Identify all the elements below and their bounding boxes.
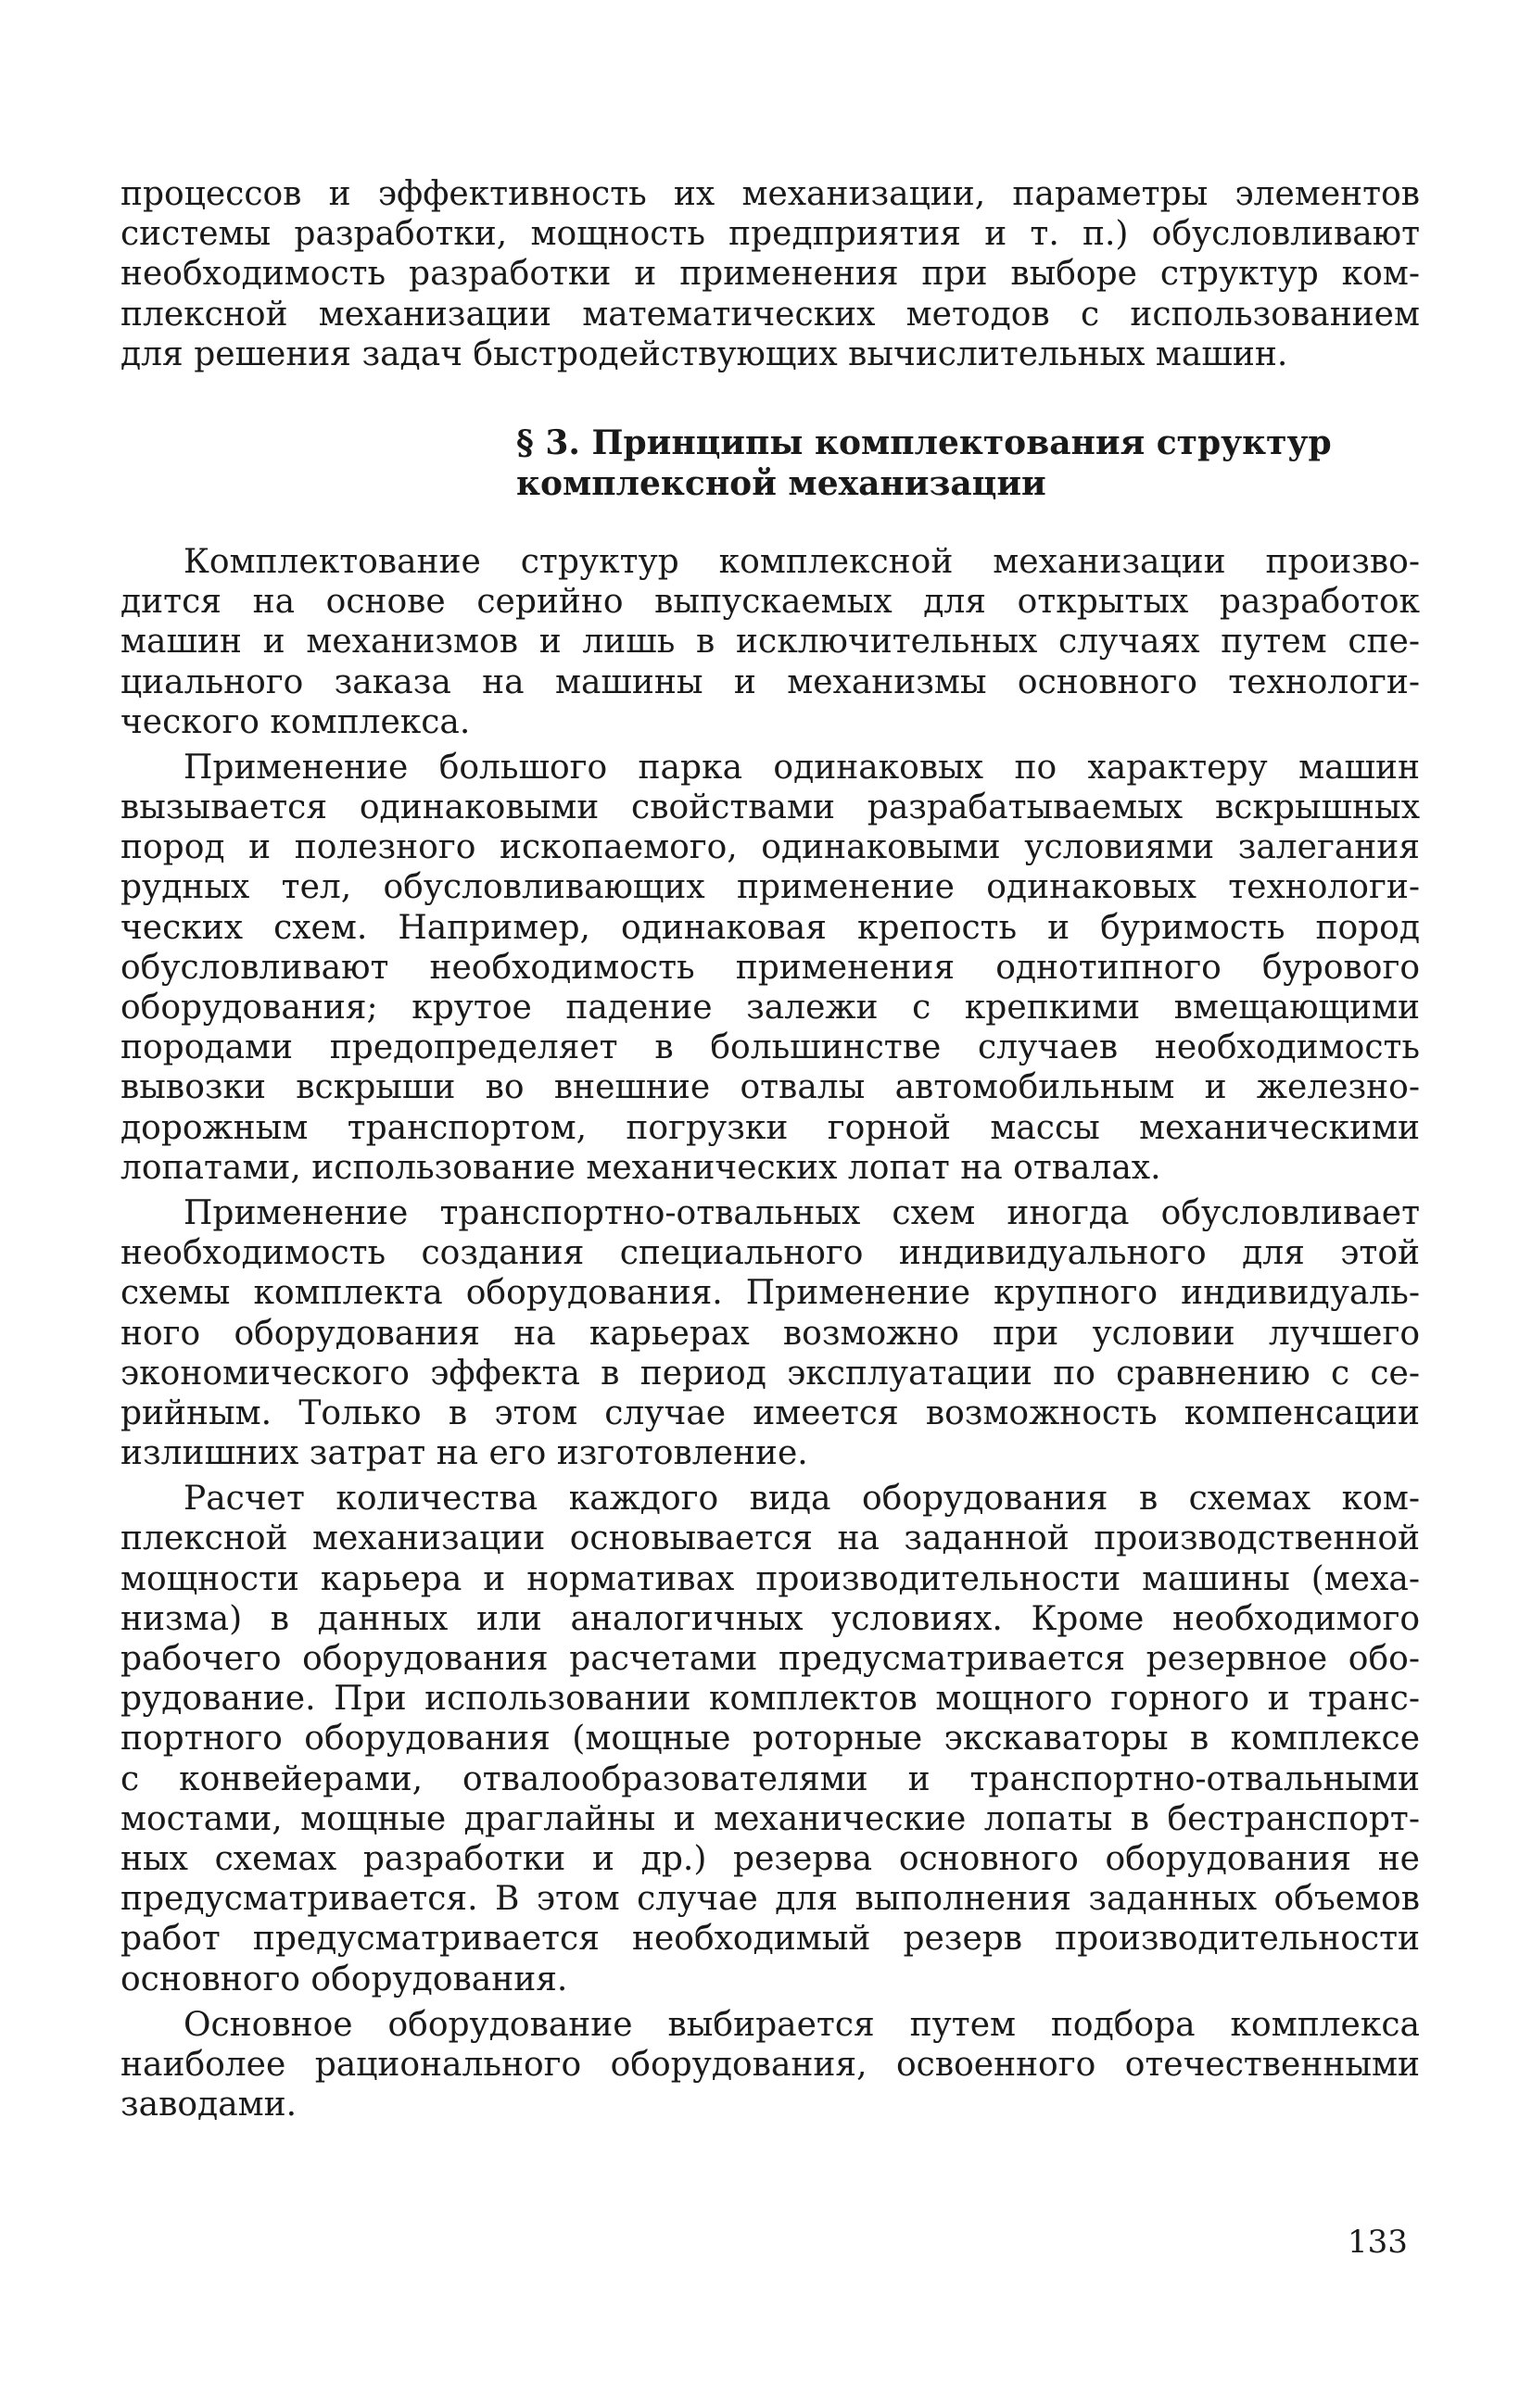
text-line: системы разработки, мощность предприятия и т. п.) обусловливают bbox=[120, 215, 1420, 254]
text-line: рудование. При использовании комплектов мощного горного и транс- bbox=[120, 1680, 1420, 1719]
text-line: заводами. bbox=[120, 2086, 298, 2124]
text-line: рабочего оборудования расчетами предусматривается резервное обо- bbox=[120, 1640, 1420, 1678]
section-title-line-1: § 3. Принципы комплектования структур bbox=[516, 422, 1332, 462]
text-line: низма) в данных или аналогичных условиях. Кроме необходимого bbox=[120, 1599, 1420, 1638]
text-line: необходимость создания специального индивидуального для этой bbox=[120, 1234, 1420, 1273]
paragraph-1 bbox=[120, 542, 1420, 742]
text-line: пород и полезного ископаемого, одинаковыми условиями залегания bbox=[120, 828, 1420, 867]
text-line: дится на основе серийно выпускаемых для открытых разработок bbox=[120, 583, 1420, 622]
text-line: Применение транспортно-отвальных схем иногда обусловливает bbox=[184, 1193, 1420, 1232]
text-line: ческих схем. Например, одинаковая крепость и буримость пород bbox=[120, 908, 1420, 947]
section-title-line-2: комплексной механизации bbox=[516, 463, 1046, 503]
text-line: ных схемах разработки и др.) резерва основного оборудования не bbox=[120, 1839, 1420, 1878]
text-line: необходимость разработки и применения при выборе структур ком- bbox=[120, 255, 1420, 294]
text-line: экономического эффекта в период эксплуатации по сравнению с се- bbox=[120, 1354, 1420, 1393]
text-line: машин и механизмов и лишь в исключительных случаях путем спе- bbox=[120, 623, 1420, 662]
text-line: рудных тел, обусловливающих применение одинаковых технологи- bbox=[120, 868, 1420, 907]
text-line: плексной механизации основывается на заданной производственной bbox=[120, 1519, 1420, 1558]
text-line: мощности карьера и нормативах производительности машины (меха- bbox=[120, 1559, 1420, 1598]
section-heading bbox=[516, 422, 1420, 504]
text-line: схемы комплекта оборудования. Применение крупного индивидуаль- bbox=[120, 1274, 1420, 1313]
text-line: Применение большого парка одинаковых по характеру машин bbox=[184, 748, 1420, 787]
text-line: дорожным транспортом, погрузки горной массы механическими bbox=[120, 1108, 1420, 1147]
text-line: излишних затрат на его изготовление. bbox=[120, 1434, 808, 1473]
page-number: 133 bbox=[1348, 2224, 1408, 2261]
text-line: ного оборудования на карьерах возможно при условии лучшего bbox=[120, 1314, 1420, 1353]
text-line: лопатами, использование механических лопат на отвалах. bbox=[120, 1148, 1161, 1187]
text-line: предусматривается. В этом случае для выполнения заданных объемов bbox=[120, 1880, 1420, 1919]
text-line: наиболее рационального оборудования, освоенного отечественными bbox=[120, 2045, 1420, 2084]
text-line: обусловливают необходимость применения однотипного бурового bbox=[120, 948, 1420, 987]
text-line: плексной механизации математических методов с использованием bbox=[120, 295, 1420, 334]
intro-paragraph bbox=[120, 174, 1420, 374]
text-line: Комплектование структур комплексной механизации произво- bbox=[184, 542, 1420, 581]
text-line: циального заказа на машины и механизмы основного технологи- bbox=[120, 662, 1420, 701]
text-line: основного оборудования. bbox=[120, 1960, 568, 1998]
text-line: оборудования; крутое падение залежи с крепкими вмещающими bbox=[120, 989, 1420, 1027]
text-line: работ предусматривается необходимый резерв производительности bbox=[120, 1920, 1420, 1959]
text-line: рийным. Только в этом случае имеется возможность компенсации bbox=[120, 1393, 1420, 1432]
paragraph-2 bbox=[120, 748, 1420, 1188]
text-line: для решения задач быстродействующих вычислительных машин. bbox=[120, 334, 1288, 373]
document-page bbox=[120, 174, 1420, 2130]
text-line: процессов и эффективность их механизации, параметры элементов bbox=[120, 175, 1420, 213]
text-line: вызывается одинаковыми свойствами разрабатываемых вскрышных bbox=[120, 788, 1420, 827]
text-line: мостами, мощные драглайны и механические лопаты в бестранспорт- bbox=[120, 1799, 1420, 1838]
text-line: Расчет количества каждого вида оборудования в схемах ком- bbox=[184, 1480, 1420, 1519]
text-line: породами предопределяет в большинстве случаев необходимость bbox=[120, 1028, 1420, 1067]
paragraph-5 bbox=[120, 2005, 1420, 2125]
text-line: ческого комплекса. bbox=[120, 702, 471, 741]
paragraph-3 bbox=[120, 1193, 1420, 1473]
text-line: вывозки вскрыши во внешние отвалы автомобильным и железно- bbox=[120, 1068, 1420, 1107]
text-line: Основное оборудование выбирается путем подбора комплекса bbox=[184, 2005, 1420, 2044]
text-line: с конвейерами, отвалообразователями и транспортно-отвальными bbox=[120, 1759, 1420, 1798]
paragraph-4 bbox=[120, 1479, 1420, 1998]
text-line: портного оборудования (мощные роторные экскаваторы в комплексе bbox=[120, 1720, 1420, 1759]
